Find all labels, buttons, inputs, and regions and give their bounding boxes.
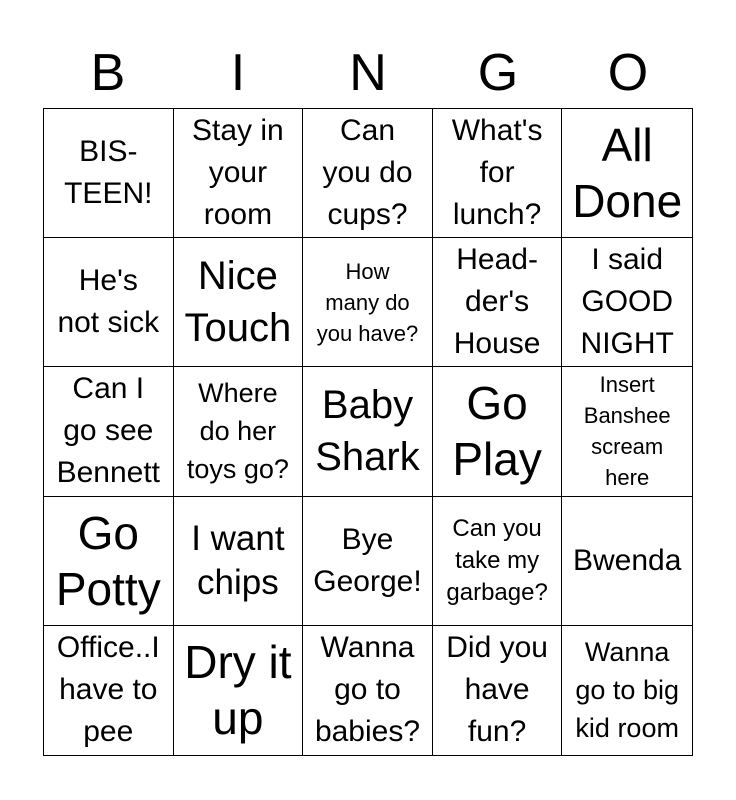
bingo-cell[interactable]	[44, 497, 174, 626]
bingo-cell[interactable]	[303, 109, 433, 238]
bingo-cell[interactable]	[303, 367, 433, 496]
bingo-cell[interactable]	[562, 626, 692, 755]
bingo-cell[interactable]	[303, 497, 433, 626]
bingo-cell[interactable]	[562, 109, 692, 238]
bingo-cell[interactable]	[44, 367, 174, 496]
cell-text: Can I go see Bennett	[56, 372, 160, 490]
bingo-cell[interactable]	[433, 238, 563, 367]
cell-text: Stay in your room	[192, 114, 284, 232]
bingo-cell[interactable]	[433, 626, 563, 755]
cell-text: Insert Banshee scream here	[583, 372, 671, 491]
cell-text: Go Play	[452, 377, 542, 486]
bingo-cell[interactable]	[562, 367, 692, 496]
cell-text: Go Potty	[55, 506, 161, 615]
bingo-cell[interactable]	[303, 626, 433, 755]
bingo-cell[interactable]	[303, 238, 433, 367]
bingo-cell[interactable]	[174, 238, 304, 367]
bingo-grid	[43, 108, 693, 756]
bingo-cell[interactable]	[44, 109, 174, 238]
bingo-header	[43, 40, 693, 106]
cell-text: Did you have fun?	[446, 631, 548, 749]
cell-text: Nice Touch	[184, 254, 292, 351]
cell-text: Dry it up	[184, 636, 292, 745]
cell-text: I want chips	[191, 518, 285, 602]
bingo-cell[interactable]	[433, 497, 563, 626]
cell-text: Head- der's House	[453, 243, 541, 361]
header-letter-n: N	[349, 44, 387, 102]
bingo-cell[interactable]	[44, 626, 174, 755]
bingo-cell[interactable]	[44, 238, 174, 367]
header-letter-o: O	[607, 44, 649, 102]
cell-text: How many do you have?	[316, 258, 419, 346]
bingo-cell[interactable]	[174, 367, 304, 496]
bingo-cell[interactable]	[174, 109, 304, 238]
cell-text: Wanna go to big kid room	[575, 637, 679, 744]
bingo-cell[interactable]	[174, 497, 304, 626]
bingo-cell[interactable]	[433, 109, 563, 238]
header-letter-b: B	[90, 44, 126, 102]
cell-text: Wanna go to babies?	[314, 631, 421, 749]
cell-text: Bye George!	[313, 522, 422, 598]
cell-text: Baby Shark	[315, 383, 420, 480]
header-letter-g: G	[477, 44, 519, 102]
cell-text: All Done	[572, 119, 683, 228]
cell-text: Can you take my garbage?	[446, 514, 548, 606]
cell-text: Office..I have to pee	[56, 631, 160, 749]
bingo-cell[interactable]	[562, 238, 692, 367]
cell-text: What's for lunch?	[451, 114, 543, 232]
bingo-cell[interactable]	[433, 367, 563, 496]
cell-text: Where do her toys go?	[186, 378, 289, 485]
bingo-cell[interactable]	[174, 626, 304, 755]
header-letter-i: I	[230, 44, 246, 102]
cell-text: I said GOOD NIGHT	[580, 243, 674, 361]
bingo-cell[interactable]	[562, 497, 692, 626]
cell-text: He's not sick	[57, 264, 160, 340]
cell-text: BIS- TEEN!	[64, 135, 153, 211]
cell-text: Can you do cups?	[322, 114, 413, 232]
cell-text: Bwenda	[572, 543, 682, 577]
